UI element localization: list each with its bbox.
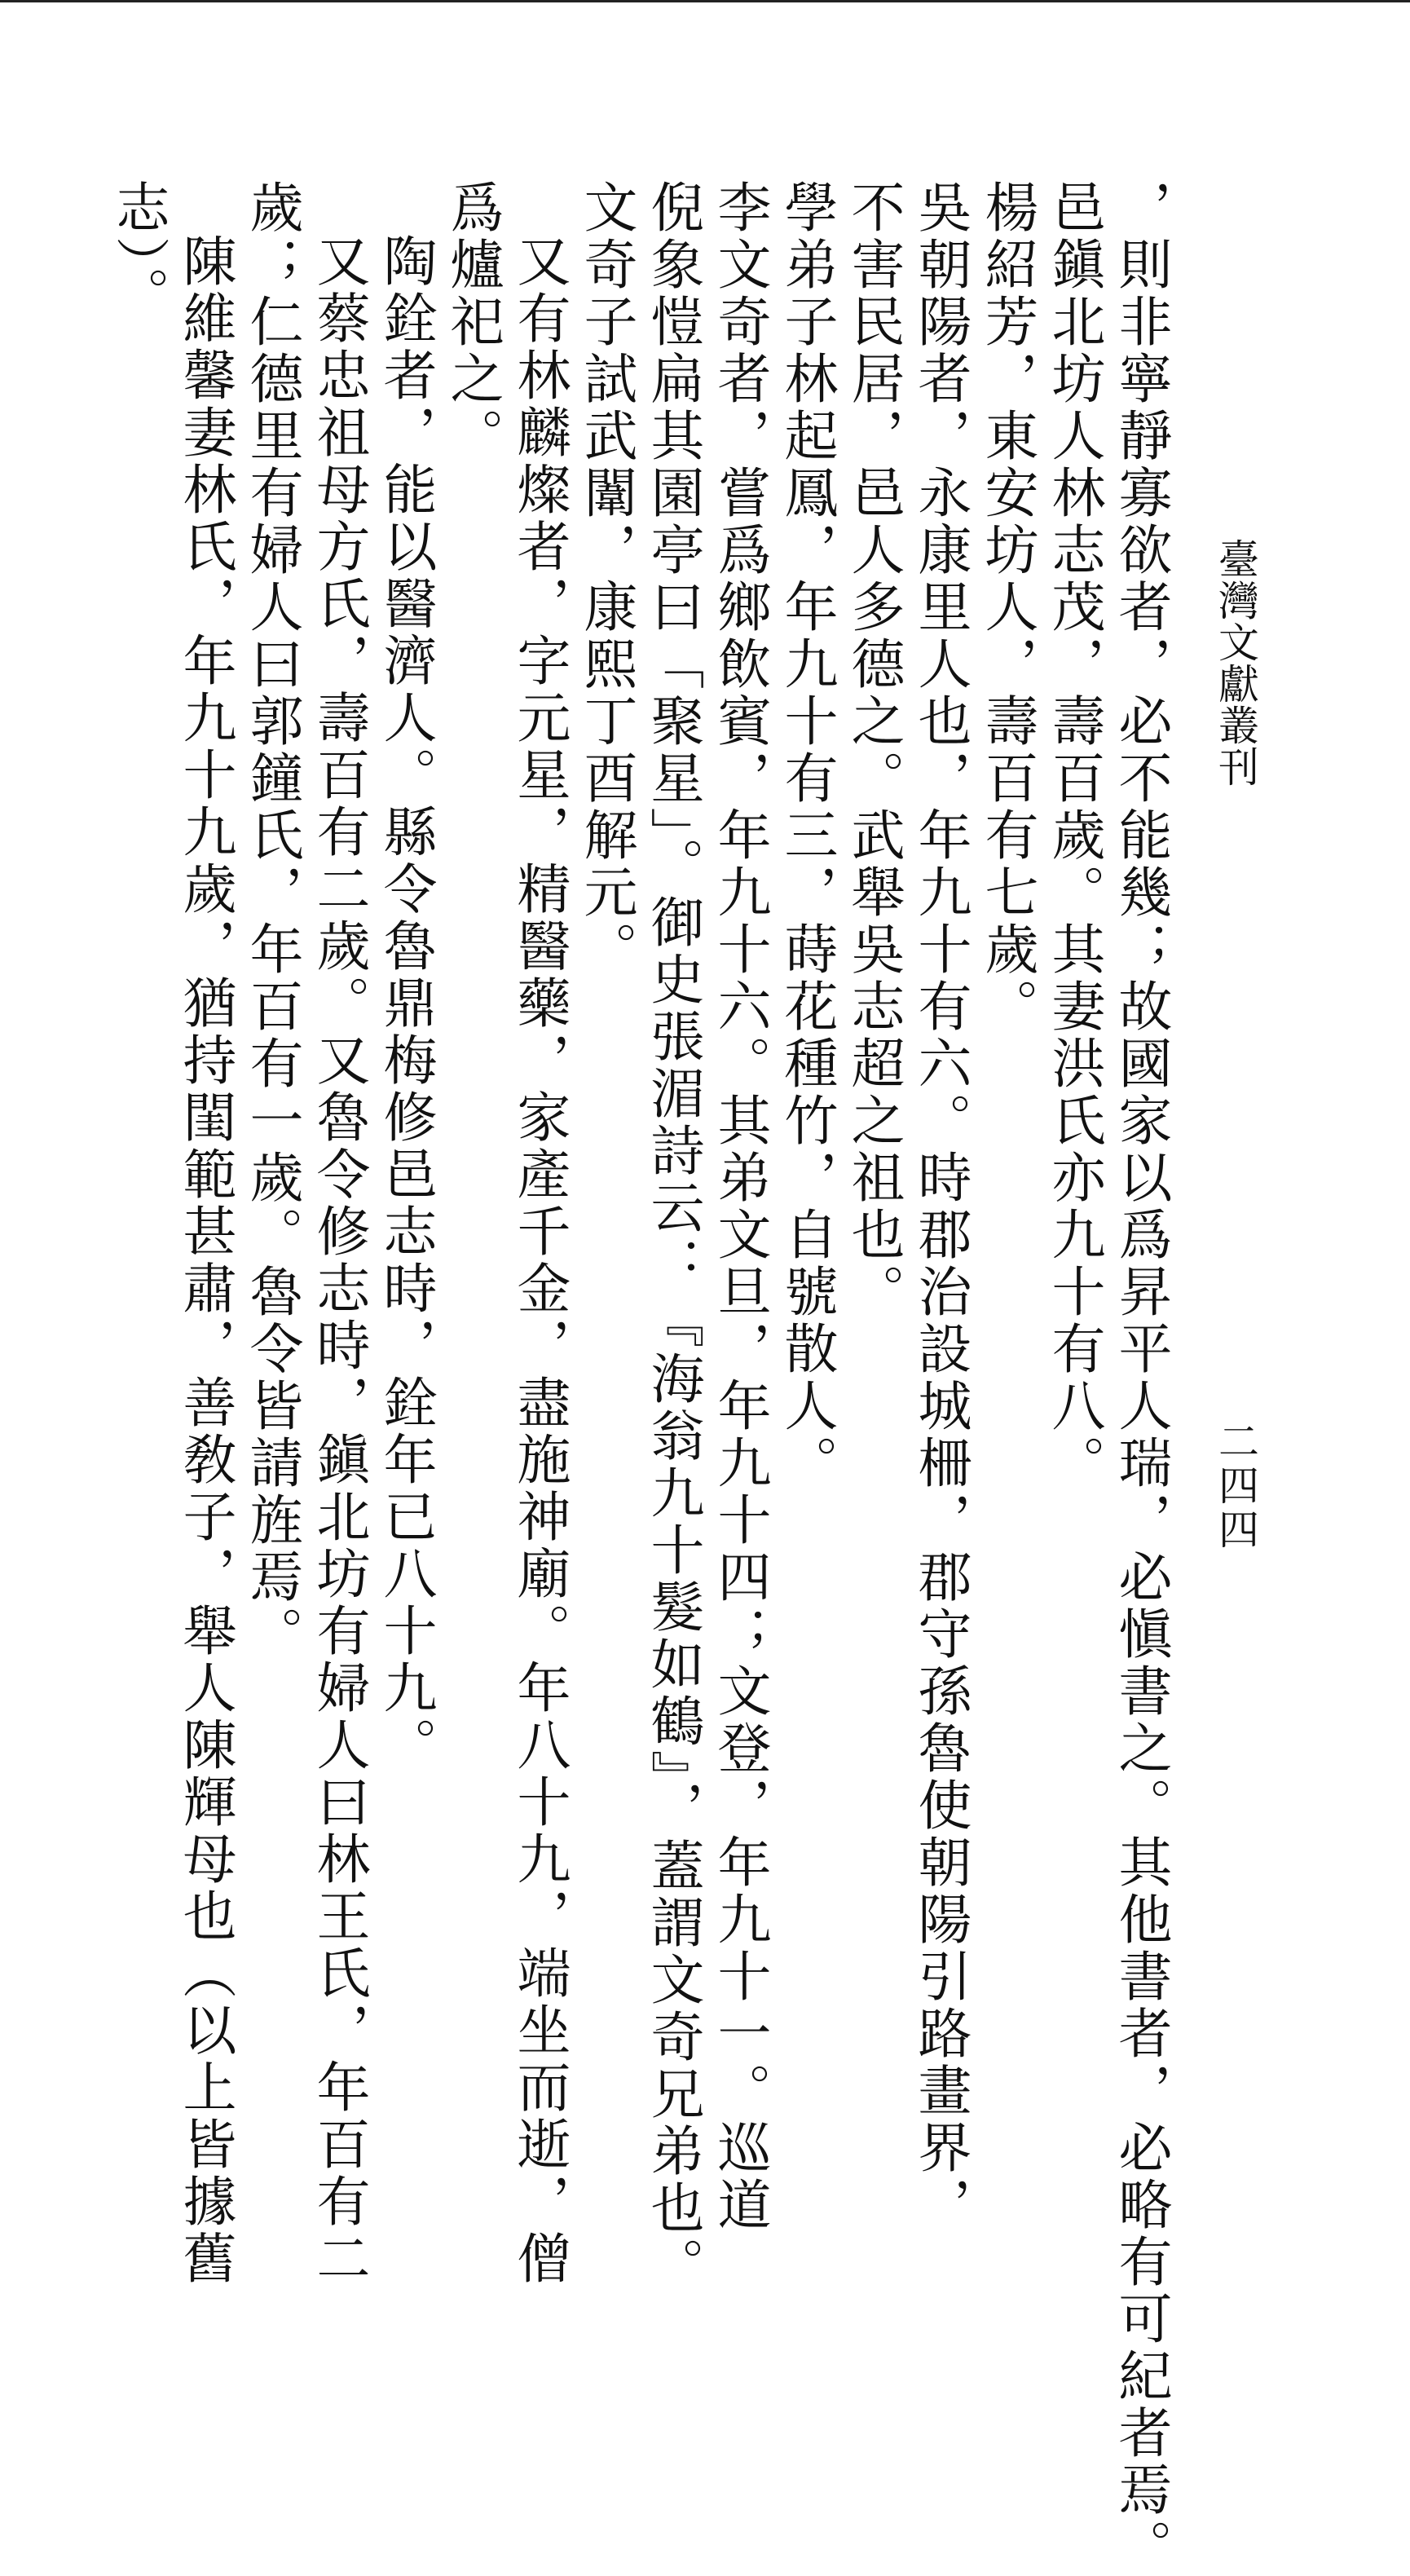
- text-column: 不害民居，邑人多德之。武舉吳志超之祖也。: [842, 179, 905, 1321]
- text-column: 志）。: [107, 179, 170, 324]
- text-column: ，則非寧靜寡欲者，必不能幾；故國家以爲昇平人瑞，必愼書之。其他書者，必略有可紀者焉。: [1109, 179, 1172, 2576]
- text-column: 吳朝陽者，永康里人也，年九十有六。時郡治設城柵，郡守孫魯使朝陽引路畫界，: [909, 179, 972, 2234]
- text-column: 歲；仁德里有婦人曰郭鐘氏，年百有一歲。魯令皆請旌焉。: [240, 179, 303, 1663]
- text-column: 倪象愷扁其園亭曰「聚星」。御史張湄詩云：『海翁九十髮如鶴』，蓋謂文奇兄弟也。: [641, 179, 704, 2294]
- text-column: 爲爐祀之。: [441, 179, 504, 465]
- page-number: 二四四: [1212, 1420, 1259, 1552]
- text-column: 楊紹芳，東安坊人，壽百有七歲。: [976, 179, 1038, 1035]
- text-column: 又蔡忠祖母方氏，壽百有二歲。又魯令修志時，鎭北坊有婦人曰林王氏，年百有二: [307, 233, 370, 2287]
- text-column: 邑鎭北坊人林志茂，壽百歲。其妻洪氏亦九十有八。: [1042, 179, 1105, 1492]
- top-rule: [0, 0, 1410, 2]
- text-column: 學弟子林起鳳，年九十有三，蒔花種竹，自號散人。: [775, 179, 838, 1492]
- text-column: 文奇子試武闈，康熙丁酉解元。: [575, 179, 637, 978]
- text-column: 李文奇者，嘗爲鄉飲賓，年九十六。其弟文旦，年九十四；文登，年九十一。巡道: [708, 179, 771, 2234]
- text-column: 陳維馨妻林氏，年九十九歲，猶持閨範甚肅，善敎子，舉人陳輝母也（以上皆據舊: [174, 233, 236, 2287]
- running-title: 臺灣文獻叢刊: [1212, 538, 1259, 787]
- vertical-text-block: [104, 179, 1174, 2576]
- text-column: 又有林麟燦者，字元星，精醫藥，家產千金，盡施神廟。年八十九，端坐而逝，僧: [508, 233, 571, 2287]
- text-column: 陶銓者，能以醫濟人。縣令魯鼎梅修邑志時，銓年已八十九。: [374, 233, 437, 1774]
